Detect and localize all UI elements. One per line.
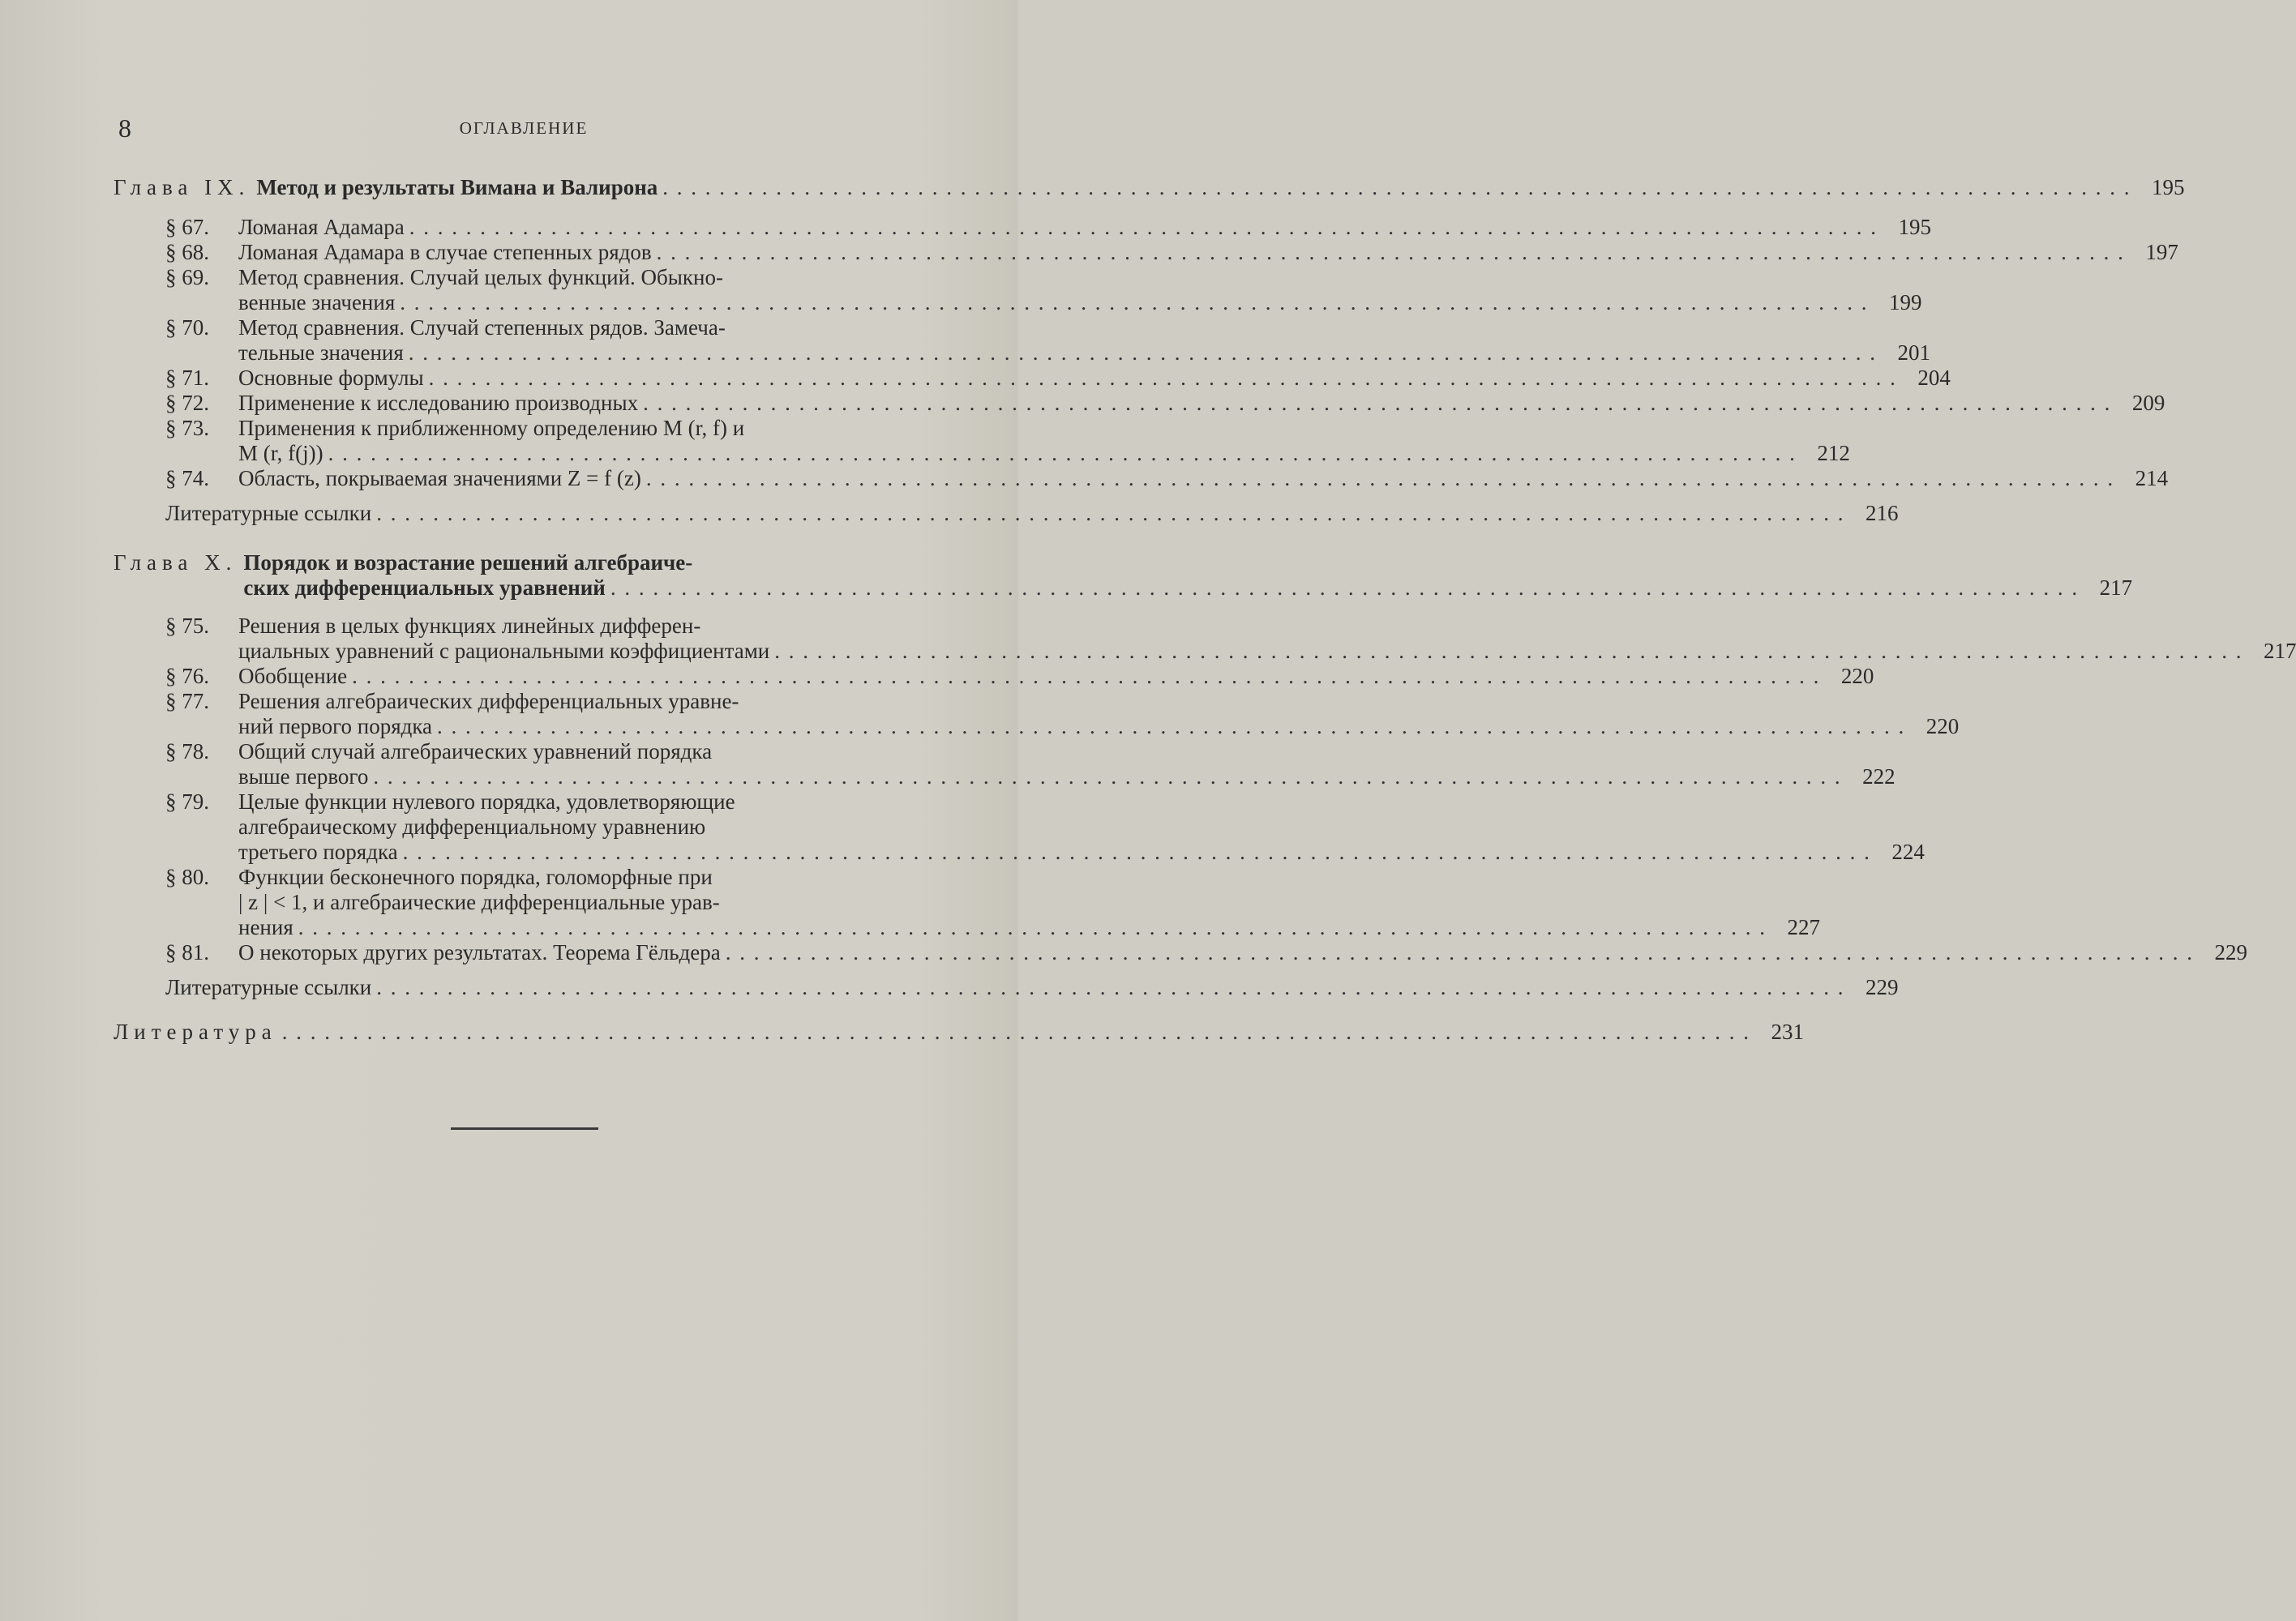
section-title-line-1: Функции бесконечного порядка, голоморфные при — [238, 865, 713, 889]
section-title: Область, покрываемая значениями Z = f (z) — [238, 466, 641, 490]
section-title-line-1: Решения алгебраических дифференциальных уравне- — [238, 689, 739, 713]
section-title-line-3: нения — [238, 915, 293, 939]
chapter-9-heading — [114, 175, 2185, 200]
section-title: Применение к исследованию производных — [238, 391, 639, 415]
leader-dots — [662, 175, 2131, 200]
section-number: § 71. — [165, 366, 209, 390]
page-ref: 222 — [1862, 764, 1895, 789]
literature-label: Литературные ссылки — [165, 501, 372, 525]
section-title-line-3: третьего порядка — [238, 840, 398, 864]
toc-entry-81 — [165, 940, 2247, 965]
section-title-line-2: циальных уравнений с рациональными коэффициентами — [238, 639, 770, 663]
section-title-line-1: Метод сравнения. Случай степенных рядов. Замеча- — [238, 315, 726, 340]
toc-entry-79 — [165, 789, 1925, 865]
toc-entry-76 — [165, 664, 1874, 689]
section-title: О некоторых других результатах. Теорема Гёльдера — [238, 940, 721, 964]
section-title: Ломаная Адамара в случае степенных рядов — [238, 240, 652, 264]
page-ref: 220 — [1840, 664, 1874, 688]
section-title-line-2: M (r, f(j)) — [238, 441, 323, 465]
page-ref: 220 — [1925, 714, 1960, 738]
section-title: Ломаная Адамара — [238, 215, 405, 239]
toc-entry-70 — [165, 315, 1931, 366]
section-number: § 79. — [165, 789, 209, 814]
section-title-line-1: Метод сравнения. Случай целых функций. Обыкно- — [238, 265, 723, 289]
section-title-line-2: тельные значения — [238, 340, 404, 365]
page-ref: 201 — [1897, 340, 1931, 365]
toc-entry-71 — [165, 366, 1951, 391]
section-number: § 78. — [165, 739, 209, 763]
page-ref: 195 — [2152, 175, 2185, 199]
toc-entry-75 — [165, 614, 2296, 664]
end-rule — [451, 1127, 598, 1130]
page-number: 8 — [118, 113, 131, 143]
section-number: § 70. — [165, 315, 209, 340]
page-ref: 229 — [2214, 940, 2247, 964]
toc-entry-literature-10 — [165, 975, 1899, 1000]
bibliography-label: Литература — [114, 1020, 277, 1044]
page-ref: 209 — [2131, 391, 2165, 415]
section-number: § 77. — [165, 689, 209, 713]
section-number: § 72. — [165, 391, 209, 415]
section-title: Обобщение — [238, 664, 348, 688]
section-number: § 74. — [165, 466, 209, 490]
section-number: § 69. — [165, 265, 209, 289]
toc-entry-72 — [165, 391, 2165, 416]
section-title-line-2: | z | < 1, и алгебраические дифференциальные урав- — [238, 890, 720, 914]
page-ref: 197 — [2145, 240, 2178, 264]
chapter-label: Глава IX. — [114, 175, 251, 199]
page-ref: 217 — [2263, 639, 2296, 663]
toc-entry-77 — [165, 689, 1960, 739]
toc-entry-68 — [165, 240, 2178, 265]
section-title-line-2: венные значения — [238, 290, 396, 314]
section-number: § 81. — [165, 940, 209, 964]
toc-entry-literature-9 — [165, 501, 1899, 526]
page-ref: 229 — [1866, 975, 1899, 999]
page-ref: 204 — [1917, 366, 1951, 390]
section-number: § 75. — [165, 614, 209, 638]
page-ref: 214 — [2135, 466, 2169, 490]
toc-entry-73 — [165, 416, 1850, 466]
section-title-line-2: выше первого — [238, 764, 369, 789]
page-ref: 199 — [1889, 290, 1922, 314]
page-ref: 231 — [1771, 1020, 1805, 1044]
section-title-line-1: Общий случай алгебраических уравнений порядка — [238, 739, 713, 763]
chapter-title-line-2: ских дифференциальных уравнений — [243, 575, 606, 600]
chapter-title-line-1: Порядок и возрастание решений алгебраиче- — [243, 550, 693, 575]
section-title-line-2: алгебраическому дифференциальному уравнению — [238, 815, 706, 839]
toc-entry-78 — [165, 739, 1895, 789]
page-ref: 212 — [1817, 441, 1850, 465]
section-title-line-2: ний первого порядка — [238, 714, 433, 738]
running-title: ОГЛАВЛЕНИЕ — [459, 118, 589, 138]
chapter-10-heading — [114, 550, 2133, 601]
section-number: § 73. — [165, 416, 209, 440]
section-number: § 80. — [165, 865, 209, 889]
section-number: § 67. — [165, 215, 209, 239]
page-ref: 195 — [1898, 215, 1931, 239]
chapter-title: Метод и результаты Вимана и Валирона — [256, 175, 658, 199]
page-header — [118, 113, 929, 146]
table-of-contents — [114, 175, 2296, 1045]
chapter-label: Глава X. — [114, 550, 238, 575]
toc-entry-80 — [165, 865, 1821, 940]
section-title-line-1: Целые функции нулевого порядка, удовлетворяющие — [238, 789, 735, 814]
toc-entry-67 — [165, 215, 1931, 240]
section-title: Основные формулы — [238, 366, 424, 390]
toc-entry-69 — [165, 265, 1922, 315]
page-ref: 217 — [2099, 575, 2133, 600]
literature-label: Литературные ссылки — [165, 975, 372, 999]
page-ref: 227 — [1787, 915, 1821, 939]
section-title-line-1: Решения в целых функциях линейных дифферен- — [238, 614, 701, 638]
section-number: § 68. — [165, 240, 209, 264]
page-ref: 216 — [1866, 501, 1899, 525]
toc-entry-bibliography — [114, 1020, 1805, 1045]
page-ref: 224 — [1891, 840, 1925, 864]
section-title-line-1: Применения к приближенному определению M (r, f) и — [238, 416, 745, 440]
section-number: § 76. — [165, 664, 209, 688]
toc-entry-74 — [165, 466, 2169, 491]
